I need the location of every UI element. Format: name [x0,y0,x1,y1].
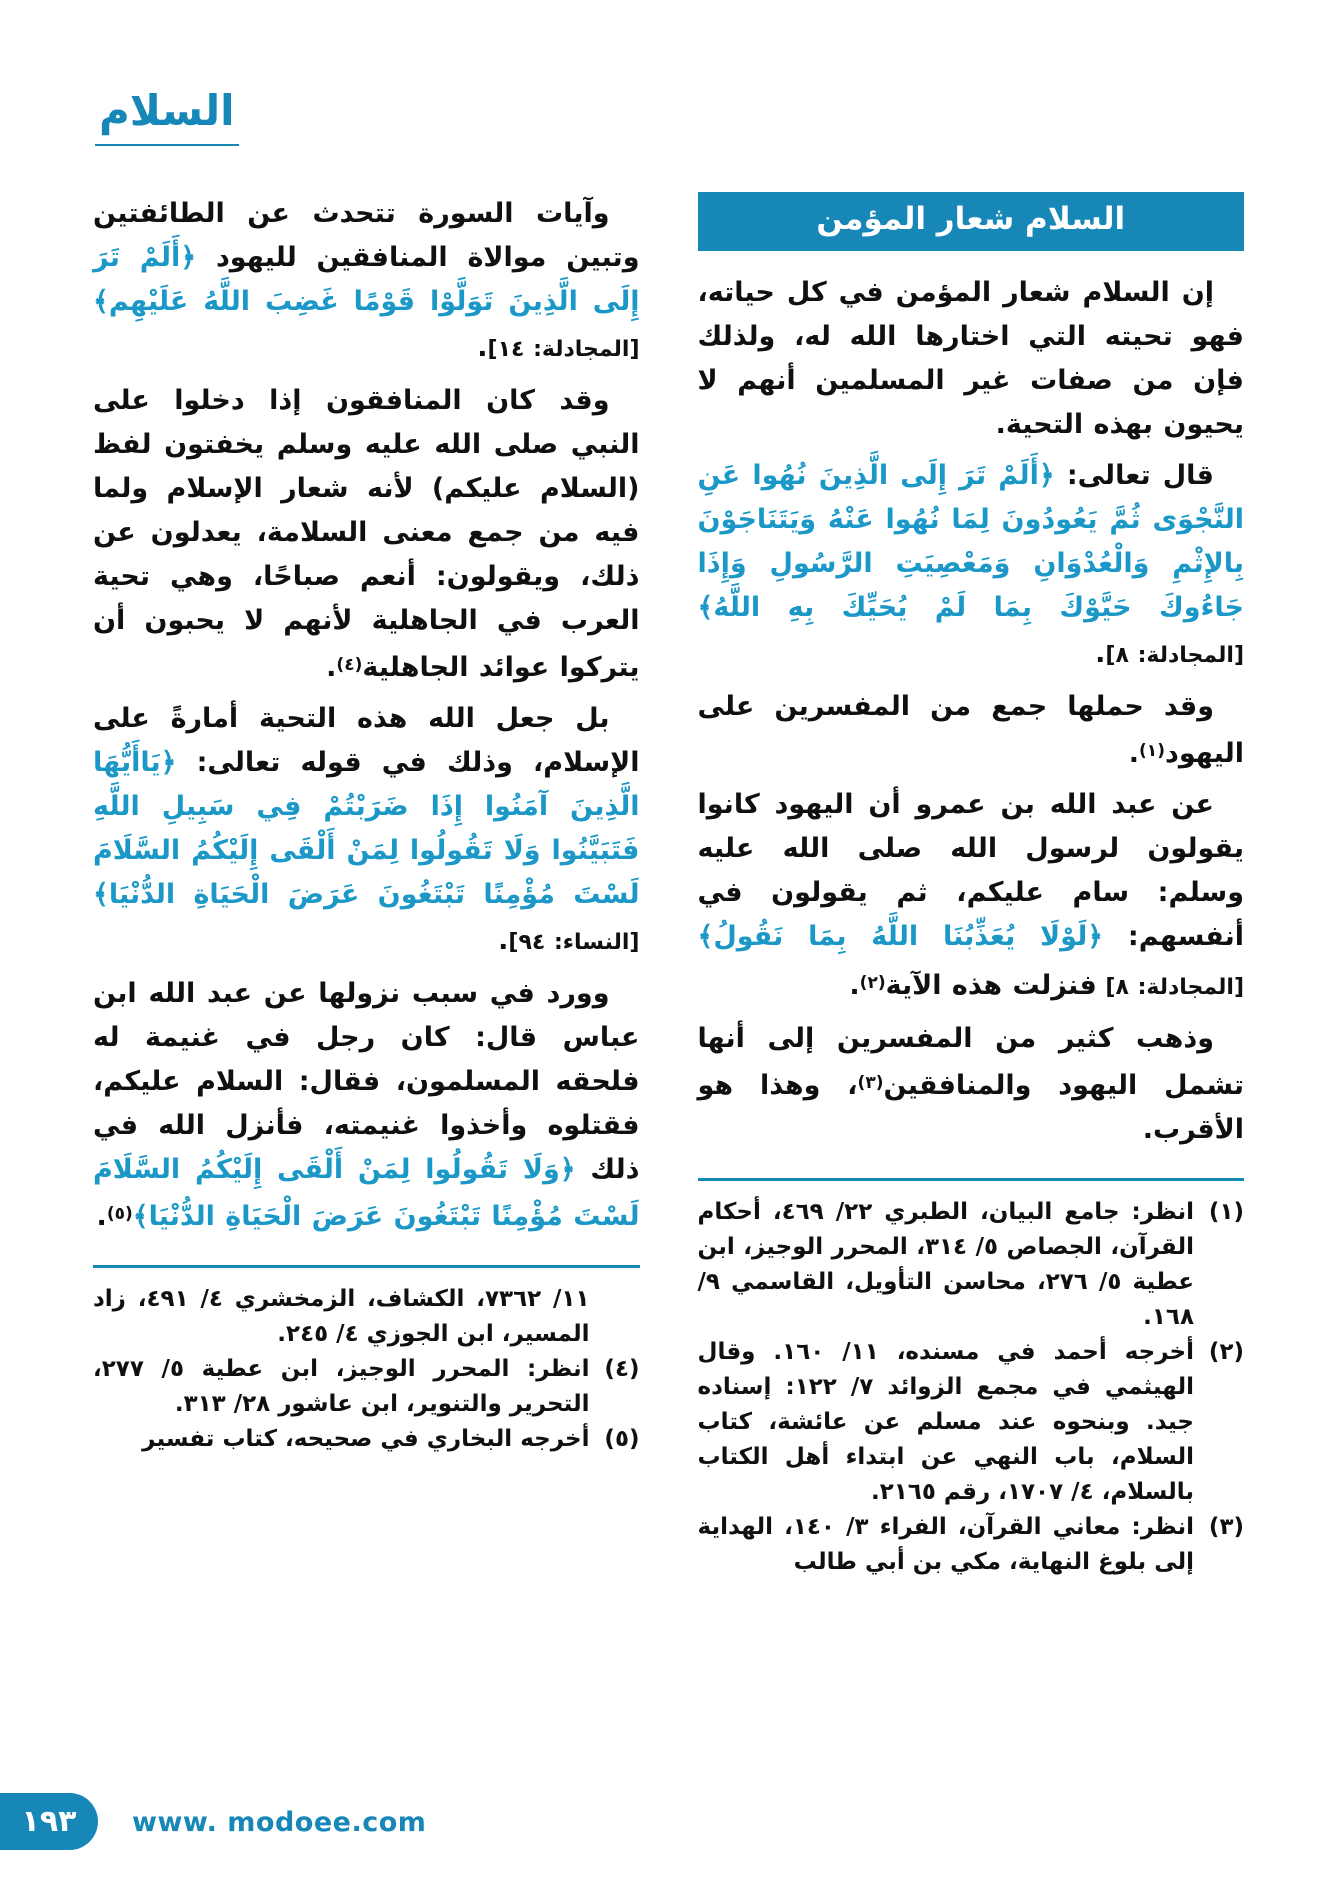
footnote-separator [93,1265,640,1268]
footnote [93,1282,640,1352]
left-footnotes-block [93,1265,640,1457]
footnote-text: انظر: جامع البيان، الطبري ٢٢/ ٤٦٩، أحكام القرآن، الجصاص ٥/ ٣١٤، المحرر الوجيز، ابن عطية ٥/ ٢٧٦، محاسن التأويل، القاسمي ٩/ ١٦٨. [697,1199,1194,1330]
footnote [698,1510,1245,1580]
paragraph [698,783,1245,1010]
paragraph [93,192,640,372]
body-text: فنزلت هذه الآية [885,970,1097,1001]
paragraph [93,972,640,1239]
page-number: ١٩٣ [21,1804,77,1839]
footnote-number: (٤) [604,1356,640,1382]
footnote-text: ١١/ ٧٣٦٢، الكشاف، الزمخشري ٤/ ٤٩١، زاد المسير، ابن الجوزي ٤/ ٢٤٥. [93,1286,590,1347]
footnote-marker: (٣) [857,1073,884,1093]
running-header-title: السلام [95,90,239,146]
footnote-number: (٢) [1208,1339,1244,1365]
left-footnotes [93,1282,640,1457]
quran-verse: ﴿وَلَا تَقُولُوا لِمَنْ أَلْقَى إِلَيْكُمُ السَّلَامَ لَسْتَ مُؤْمِنًا تَبْتَغُونَ عَرَضَ الْحَيَاةِ الدُّنْيَا﴾ [93,1154,640,1232]
paragraph [698,685,1245,776]
footnote-marker: (٥) [106,1204,133,1224]
footnote-text: أخرجه البخاري في صحيحه، كتاب تفسير [142,1426,590,1452]
body-text: وورد في سبب نزولها عن عبد الله ابن عباس قال: كان رجل في غنيمة له فلحقه المسلمون، فقال: السلام عليكم، فقتلوه وأخذوا غنيمته، فأنزل الله في ذلك [93,978,640,1185]
verse-reference: [المجادلة: ٨] [1105,643,1244,668]
paragraph [698,1017,1245,1152]
footnote-text: أخرجه أحمد في مسنده، ١١/ ١٦٠. وقال الهيثمي في مجمع الزوائد ٧/ ١٢٢: إسناده جيد. وبنحوه عند مسلم عن عائشة، كتاب السلام، باب النهي عن ابتداء أهل الكتاب بالسلام، ٤/ ١٧٠٧، رقم ٢١٦٥. [697,1339,1194,1505]
body-text: وآيات السورة تتحدث عن الطائفتين وتبين موالاة المنافقين لليهود [93,198,640,273]
body-text: إن السلام شعار المؤمن في كل حياته، فهو تحيته التي اختارها الله له، ولذلك فإن من صفات غير المسلمين أنهم لا يحيون بهذه التحية. [697,277,1244,440]
footnote [698,1195,1245,1335]
body-text: . [1095,638,1106,669]
footnote-text: انظر: المحرر الوجيز، ابن عطية ٥/ ٢٧٧، التحرير والتنوير، ابن عاشور ٢٨/ ٣١٣. [93,1356,590,1417]
page-number-tab [0,1793,98,1850]
section-title: السلام شعار المؤمن [816,201,1126,237]
quran-verse: ﴿أَلَمْ تَرَ إِلَى الَّذِينَ تَوَلَّوْا قَوْمًا غَضِبَ اللَّهُ عَلَيْهِم﴾ [93,242,640,317]
body-text: . [326,652,337,683]
footnote-text: انظر: معاني القرآن، الفراء ٣/ ١٤٠، الهداية إلى بلوغ النهاية، مكي بن أبي طالب [697,1514,1194,1575]
footnote-marker: (١) [1139,741,1165,761]
body-text: . [477,332,488,363]
body-text: وقد حملها جمع من المفسرين على اليهود [697,691,1244,769]
body-text: بل جعل الله هذه التحية أمارةً على الإسلام، وذلك في قوله تعالى: [93,703,640,778]
quran-verse: ﴿لَوْلَا يُعَذِّبُنَا اللَّهُ بِمَا نَقُولُ﴾ [697,921,1104,952]
body-text: وذهب كثير من المفسرين إلى أنها تشمل اليهود والمنافقين [697,1023,1244,1101]
left-column [93,192,640,1457]
paragraph [698,454,1245,678]
body-text: ، وهذا هو الأقرب. [697,1070,1244,1145]
quran-verse: ﴿يَاأَيُّهَا الَّذِينَ آمَنُوا إِذَا ضَرَبْتُمْ فِي سَبِيلِ اللَّهِ فَتَبَيَّنُوا وَلَا تَقُولُوا لِمَنْ أَلْقَى إِلَيْكُمُ السَّلَامَ لَسْتَ مُؤْمِنًا تَبْتَغُونَ عَرَضَ الْحَيَاةِ الدُّنْيَا﴾ [93,747,640,910]
verse-reference: [المجادلة: ١٤] [487,337,640,362]
right-column-body [698,271,1245,1152]
website-text: www. modoee.com [132,1807,427,1838]
footnote [698,1335,1245,1510]
paragraph [93,697,640,965]
body-text: . [96,1201,107,1232]
body-text: . [1128,738,1140,769]
footnote-marker: (٤) [336,655,363,675]
left-column-body [93,192,640,1239]
footnote [93,1352,640,1422]
body-text: . [849,970,860,1001]
footnote-separator [698,1178,1245,1181]
footnote-number [590,1282,640,1352]
paragraph [698,271,1245,447]
footnote-number: (١) [1208,1199,1244,1225]
paragraph [93,379,640,690]
footnote-marker: (٢) [859,973,886,993]
verse-reference: [النساء: ٩٤] [508,930,640,955]
right-column [698,192,1245,1580]
right-footnotes [698,1195,1245,1580]
right-footnotes-block [698,1178,1245,1580]
content-columns [93,192,1244,1580]
section-title-box [698,192,1245,251]
footnote-number: (٣) [1208,1514,1244,1540]
footnote [93,1422,640,1457]
body-text: عن عبد الله بن عمرو أن اليهود كانوا يقولون لرسول الله صلى الله عليه وسلم: سام عليكم، ثم يقولون في أنفسهم: [697,789,1245,952]
body-text: . [498,925,509,956]
body-text: وقد كان المنافقون إذا دخلوا على النبي صلى الله عليه وسلم يخفتون لفظ (السلام عليكم) لأنه شعار الإسلام ولما فيه من جمع معنى السلامة، يعدلون عن ذلك، ويقولون: أنعم صباحًا، وهي تحية العرب في الجاهلية لأنهم لا يحبون أن يتركوا عوائد الجاهلية [93,385,640,683]
quran-verse: ﴿أَلَمْ تَرَ إِلَى الَّذِينَ نُهُوا عَنِ النَّجْوَى ثُمَّ يَعُودُونَ لِمَا نُهُوا عَنْهُ وَيَتَنَاجَوْنَ بِالإِثْمِ وَالْعُدْوَانِ وَمَعْصِيَتِ الرَّسُولِ وَإِذَا جَاءُوكَ حَيَّوْكَ بِمَا لَمْ يُحَيِّكَ بِهِ اللَّهُ﴾ [697,460,1244,623]
footnote-number: (٥) [604,1426,640,1452]
verse-reference: [المجادلة: ٨] [1096,975,1244,1000]
body-text: قال تعالى: [1054,460,1214,491]
